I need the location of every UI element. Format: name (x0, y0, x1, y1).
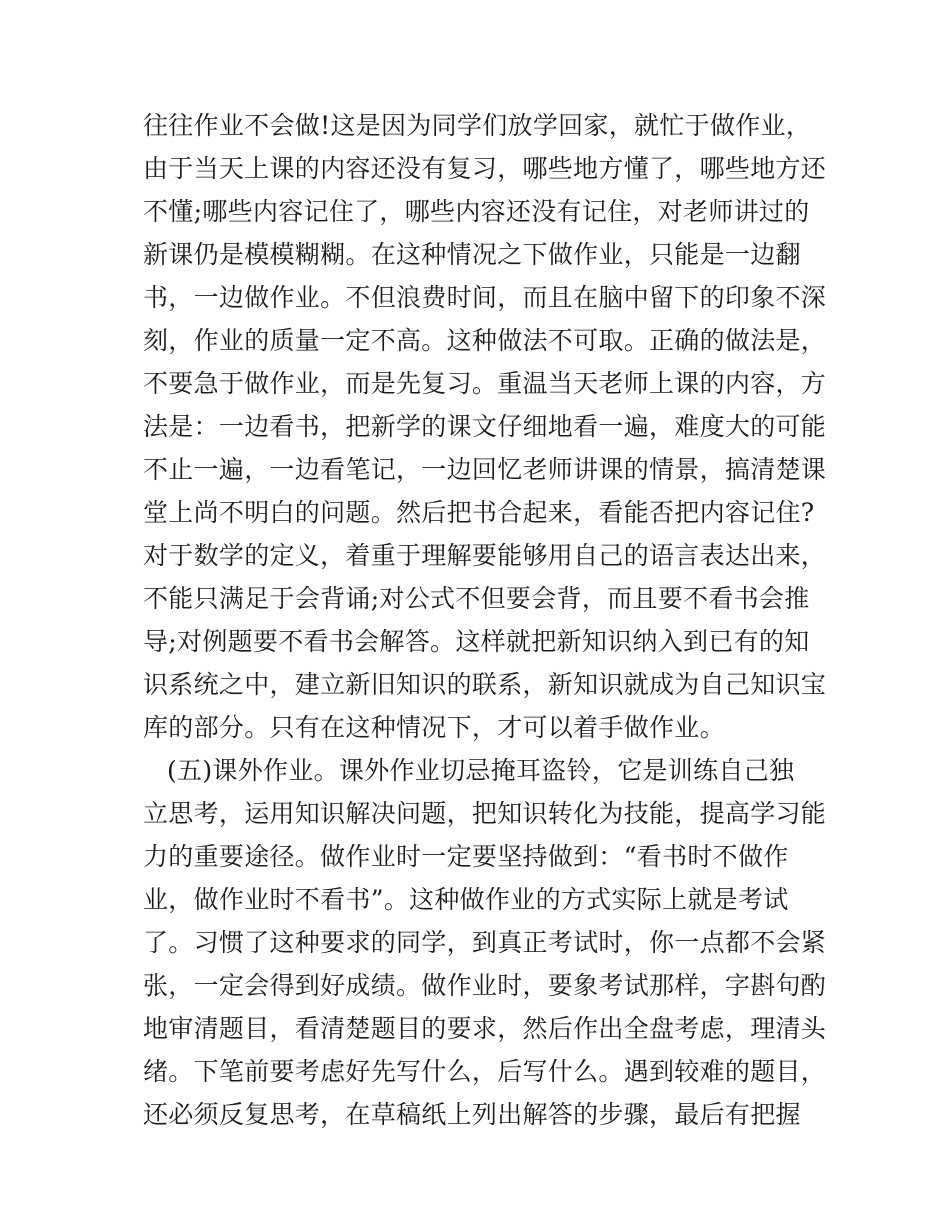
text-line: 不懂;哪些内容记住了，哪些内容还没有记住，对老师讲过的 (143, 197, 810, 226)
text-line: 还必须反复思考，在草稿纸上列出解答的步骤，最后有把握 (143, 1100, 801, 1129)
text-line: 堂上尚不明白的问题。然后把书合起来，看能否把内容记住? (143, 498, 815, 527)
text-line: 张，一定会得到好成绩。做作业时，要象考试那样，字斟句酌 (143, 971, 827, 1000)
paragraph-start-line: (五)课外作业。课外作业切忌掩耳盗铃，它是训练自己独 (167, 756, 795, 785)
text-line: 库的部分。只有在这种情况下，才可以着手做作业。 (143, 713, 725, 742)
text-line: 识系统之中，建立新旧知识的联系，新知识就成为自己知识宝 (143, 670, 827, 699)
text-line: 力的重要途径。做作业时一定要坚持做到：“看书时不做作 (143, 842, 789, 871)
text-line: 不能只满足于会背诵;对公式不但要会背，而且要不看书会推 (143, 584, 810, 613)
text-line: 立思考，运用知识解决问题，把知识转化为技能，提高学习能 (143, 799, 827, 828)
text-line: 不要急于做作业，而是先复习。重温当天老师上课的内容，方 (143, 369, 827, 398)
text-line: 由于当天上课的内容还没有复习，哪些地方懂了，哪些地方还 (143, 154, 827, 183)
text-line: 新课仍是模模糊糊。在这种情况之下做作业，只能是一边翻 (143, 240, 801, 269)
text-line: 往往作业不会做!这是因为同学们放学回家，就忙于做作业， (143, 111, 812, 140)
text-line: 业，做作业时不看书”。这种做作业的方式实际上就是考试 (143, 885, 789, 914)
text-line: 书，一边做作业。不但浪费时间，而且在脑中留下的印象不深 (143, 283, 827, 312)
text-line: 对于数学的定义，着重于理解要能够用自己的语言表达出来， (143, 541, 827, 570)
text-line: 刻，作业的质量一定不高。这种做法不可取。正确的做法是， (143, 326, 827, 355)
text-line: 法是：一边看书，把新学的课文仔细地看一遍，难度大的可能 (143, 412, 827, 441)
text-line: 地审清题目，看清楚题目的要求，然后作出全盘考虑，理清头 (143, 1014, 827, 1043)
text-line: 导;对例题要不看书会解答。这样就把新知识纳入到已有的知 (143, 627, 810, 656)
text-line: 了。习惯了这种要求的同学，到真正考试时，你一点都不会紧 (143, 928, 827, 957)
text-line: 不止一遍，一边看笔记，一边回忆老师讲课的情景，搞清楚课 (143, 455, 827, 484)
text-line: 绪。下笔前要考虑好先写什么，后写什么。遇到较难的题目， (143, 1057, 827, 1086)
